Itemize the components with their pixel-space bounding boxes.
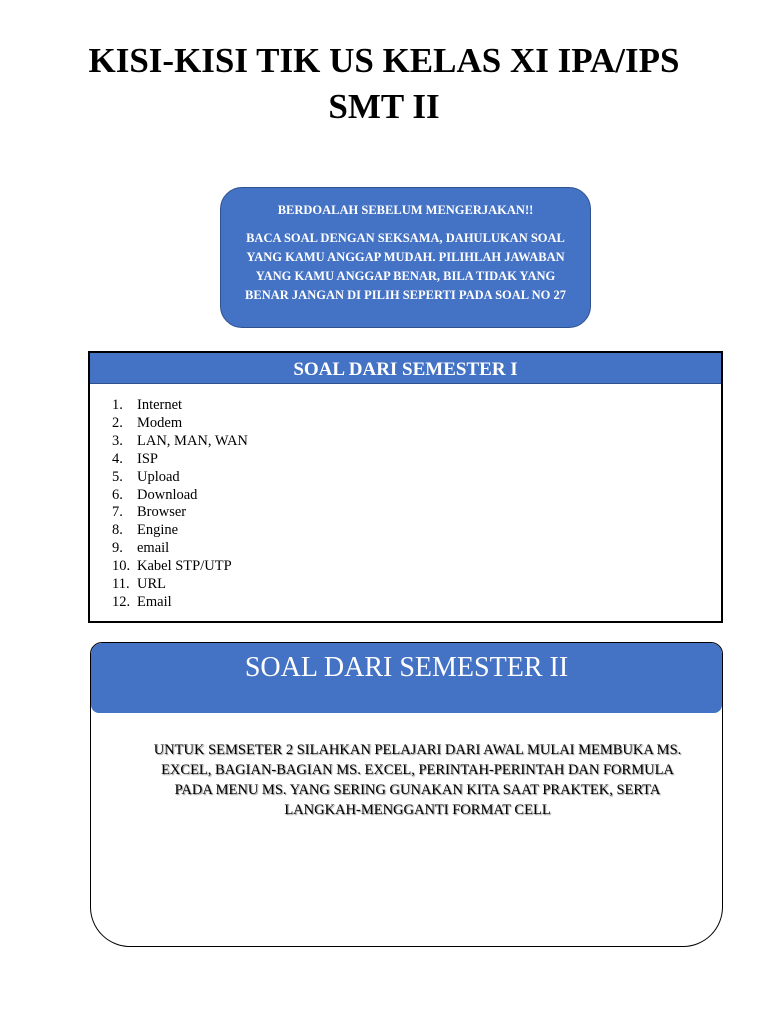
- list-text: ISP: [137, 450, 158, 467]
- semester-2-body: UNTUK SEMSETER 2 SILAHKAN PELAJARI DARI AWAL MULAI MEMBUKA MS. EXCEL, BAGIAN-BAGIAN MS. EXCEL, PERINTAH-PERINTAH DAN FORMULA PADA MENU MS. YANG SERING GUNAKAN KITA SAAT PRAKTEK, SERTA LANGKAH-MENGGANTI FORMAT CELL: [153, 742, 682, 818]
- list-text: LAN, MAN, WAN: [137, 432, 248, 449]
- list-number: 8.: [112, 522, 123, 539]
- list-item: [112, 487, 721, 505]
- list-text: Engine: [137, 522, 179, 539]
- list-item: [112, 522, 721, 540]
- list-text: Upload: [137, 468, 180, 485]
- list-number: 5.: [112, 468, 123, 485]
- list-number: 10.: [112, 558, 131, 575]
- list-item: [112, 451, 721, 469]
- semester-1-box: [88, 351, 723, 623]
- list-item: [112, 397, 721, 415]
- semester-2-heading: SOAL DARI SEMESTER II: [91, 643, 722, 713]
- list-number: 3.: [112, 432, 123, 449]
- list-item: [112, 433, 721, 451]
- list-number: 12.: [112, 593, 131, 610]
- list-text: URL: [137, 576, 166, 593]
- list-number: 1.: [112, 397, 123, 413]
- list-item: [112, 415, 721, 433]
- instruction-read: BACA SOAL DENGAN SEKSAMA, DAHULUKAN SOAL YANG KAMU ANGGAP MUDAH. PILIHLAH JAWABAN YANG KAMU ANGGAP BENAR, BILA TIDAK YANG BENAR JANGAN DI PILIH SEPERTI PADA SOAL NO 27: [245, 231, 566, 302]
- instruction-callout: [220, 187, 591, 328]
- semester-1-heading: SOAL DARI SEMESTER I: [90, 353, 721, 384]
- list-text: Kabel STP/UTP: [137, 558, 232, 575]
- semester-2-box: [90, 642, 723, 947]
- list-item: [112, 594, 721, 612]
- list-item: [112, 558, 721, 576]
- list-text: Modem: [137, 414, 183, 431]
- list-number: 7.: [112, 504, 123, 521]
- page-title: [0, 38, 768, 130]
- list-text: Internet: [137, 397, 183, 413]
- list-number: 9.: [112, 540, 123, 557]
- list-item: [112, 469, 721, 487]
- list-number: 4.: [112, 450, 123, 467]
- list-item: [112, 504, 721, 522]
- list-number: 2.: [112, 414, 123, 431]
- list-text: Download: [137, 486, 198, 503]
- list-text: Browser: [137, 504, 187, 521]
- list-text: Email: [137, 593, 172, 610]
- instruction-pray: BERDOALAH SEBELUM MENGERJAKAN!!: [277, 203, 534, 217]
- list-item: [112, 540, 721, 558]
- semester-1-list: [90, 384, 721, 612]
- page-title-line-2: SMT II: [328, 87, 440, 126]
- list-item: [112, 576, 721, 594]
- page-title-line-1: KISI-KISI TIK US KELAS XI IPA/IPS: [88, 41, 680, 80]
- list-number: 6.: [112, 486, 123, 503]
- list-number: 11.: [112, 576, 130, 593]
- list-text: email: [137, 540, 170, 557]
